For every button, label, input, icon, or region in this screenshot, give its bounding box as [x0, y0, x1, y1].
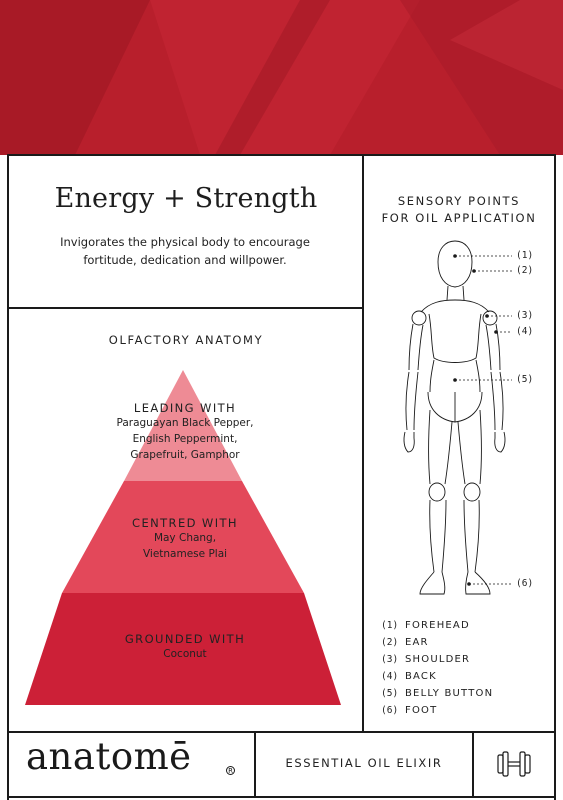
tier-centred-heading: CENTRED WITH — [132, 516, 238, 530]
legend-number: (3) — [381, 654, 399, 665]
marker-label-ear: (2) — [516, 265, 534, 276]
tier-grounded-heading: GROUNDED WITH — [124, 632, 246, 646]
sensory-heading-line-2: FOR OIL APPLICATION — [381, 211, 537, 225]
legend-label: FOREHEAD — [405, 620, 470, 631]
marker-label-shoulder: (3) — [516, 310, 534, 321]
marker-label-forehead: (1) — [516, 250, 534, 261]
description-line-1: Invigorates the physical body to encourage — [60, 235, 310, 249]
legend-number: (1) — [381, 620, 399, 631]
tier-grounded-note: Coconut — [163, 648, 207, 660]
legend-label: EAR — [405, 637, 429, 648]
sensory-legend — [381, 620, 493, 722]
tier-leading-note: Grapefruit, Gamphor — [130, 449, 240, 461]
legend-item — [381, 688, 493, 705]
marker-label-back: (4) — [516, 326, 534, 337]
legend-number: (2) — [381, 637, 399, 648]
product-title: Energy + Strength — [54, 183, 318, 214]
legend-number: (5) — [381, 688, 399, 699]
legend-label: FOOT — [405, 705, 438, 716]
marker-label-belly-button: (5) — [516, 374, 534, 385]
product-type: ESSENTIAL OIL ELIXIR — [285, 756, 443, 770]
marker-label-foot: (6) — [516, 578, 534, 589]
tier-leading-heading: LEADING WITH — [133, 401, 237, 415]
legend-label: BACK — [405, 671, 437, 682]
tier-centred-note: May Chang, — [153, 532, 217, 544]
brand-logo: anatomē — [26, 735, 192, 778]
tier-leading-note: Paraguayan Black Pepper, — [116, 417, 254, 429]
legend-item — [381, 637, 493, 654]
legend-label: BELLY BUTTON — [405, 688, 494, 699]
description-line-2: fortitude, dedication and willpower. — [83, 253, 287, 267]
tier-leading-note: English Peppermint, — [132, 433, 238, 445]
dumbbell-icon — [494, 744, 534, 784]
sensory-heading-line-1: SENSORY POINTS — [397, 194, 521, 208]
legend-number: (6) — [381, 705, 399, 716]
legend-number: (4) — [381, 671, 399, 682]
legend-item — [381, 620, 493, 637]
legend-item — [381, 671, 493, 688]
olfactory-heading: OLFACTORY ANATOMY — [108, 333, 264, 347]
registered-mark: R — [226, 766, 235, 775]
legend-label: SHOULDER — [405, 654, 471, 665]
legend-item — [381, 654, 493, 671]
legend-item — [381, 705, 493, 722]
tier-centred-note: Vietnamese Plai — [142, 548, 228, 560]
